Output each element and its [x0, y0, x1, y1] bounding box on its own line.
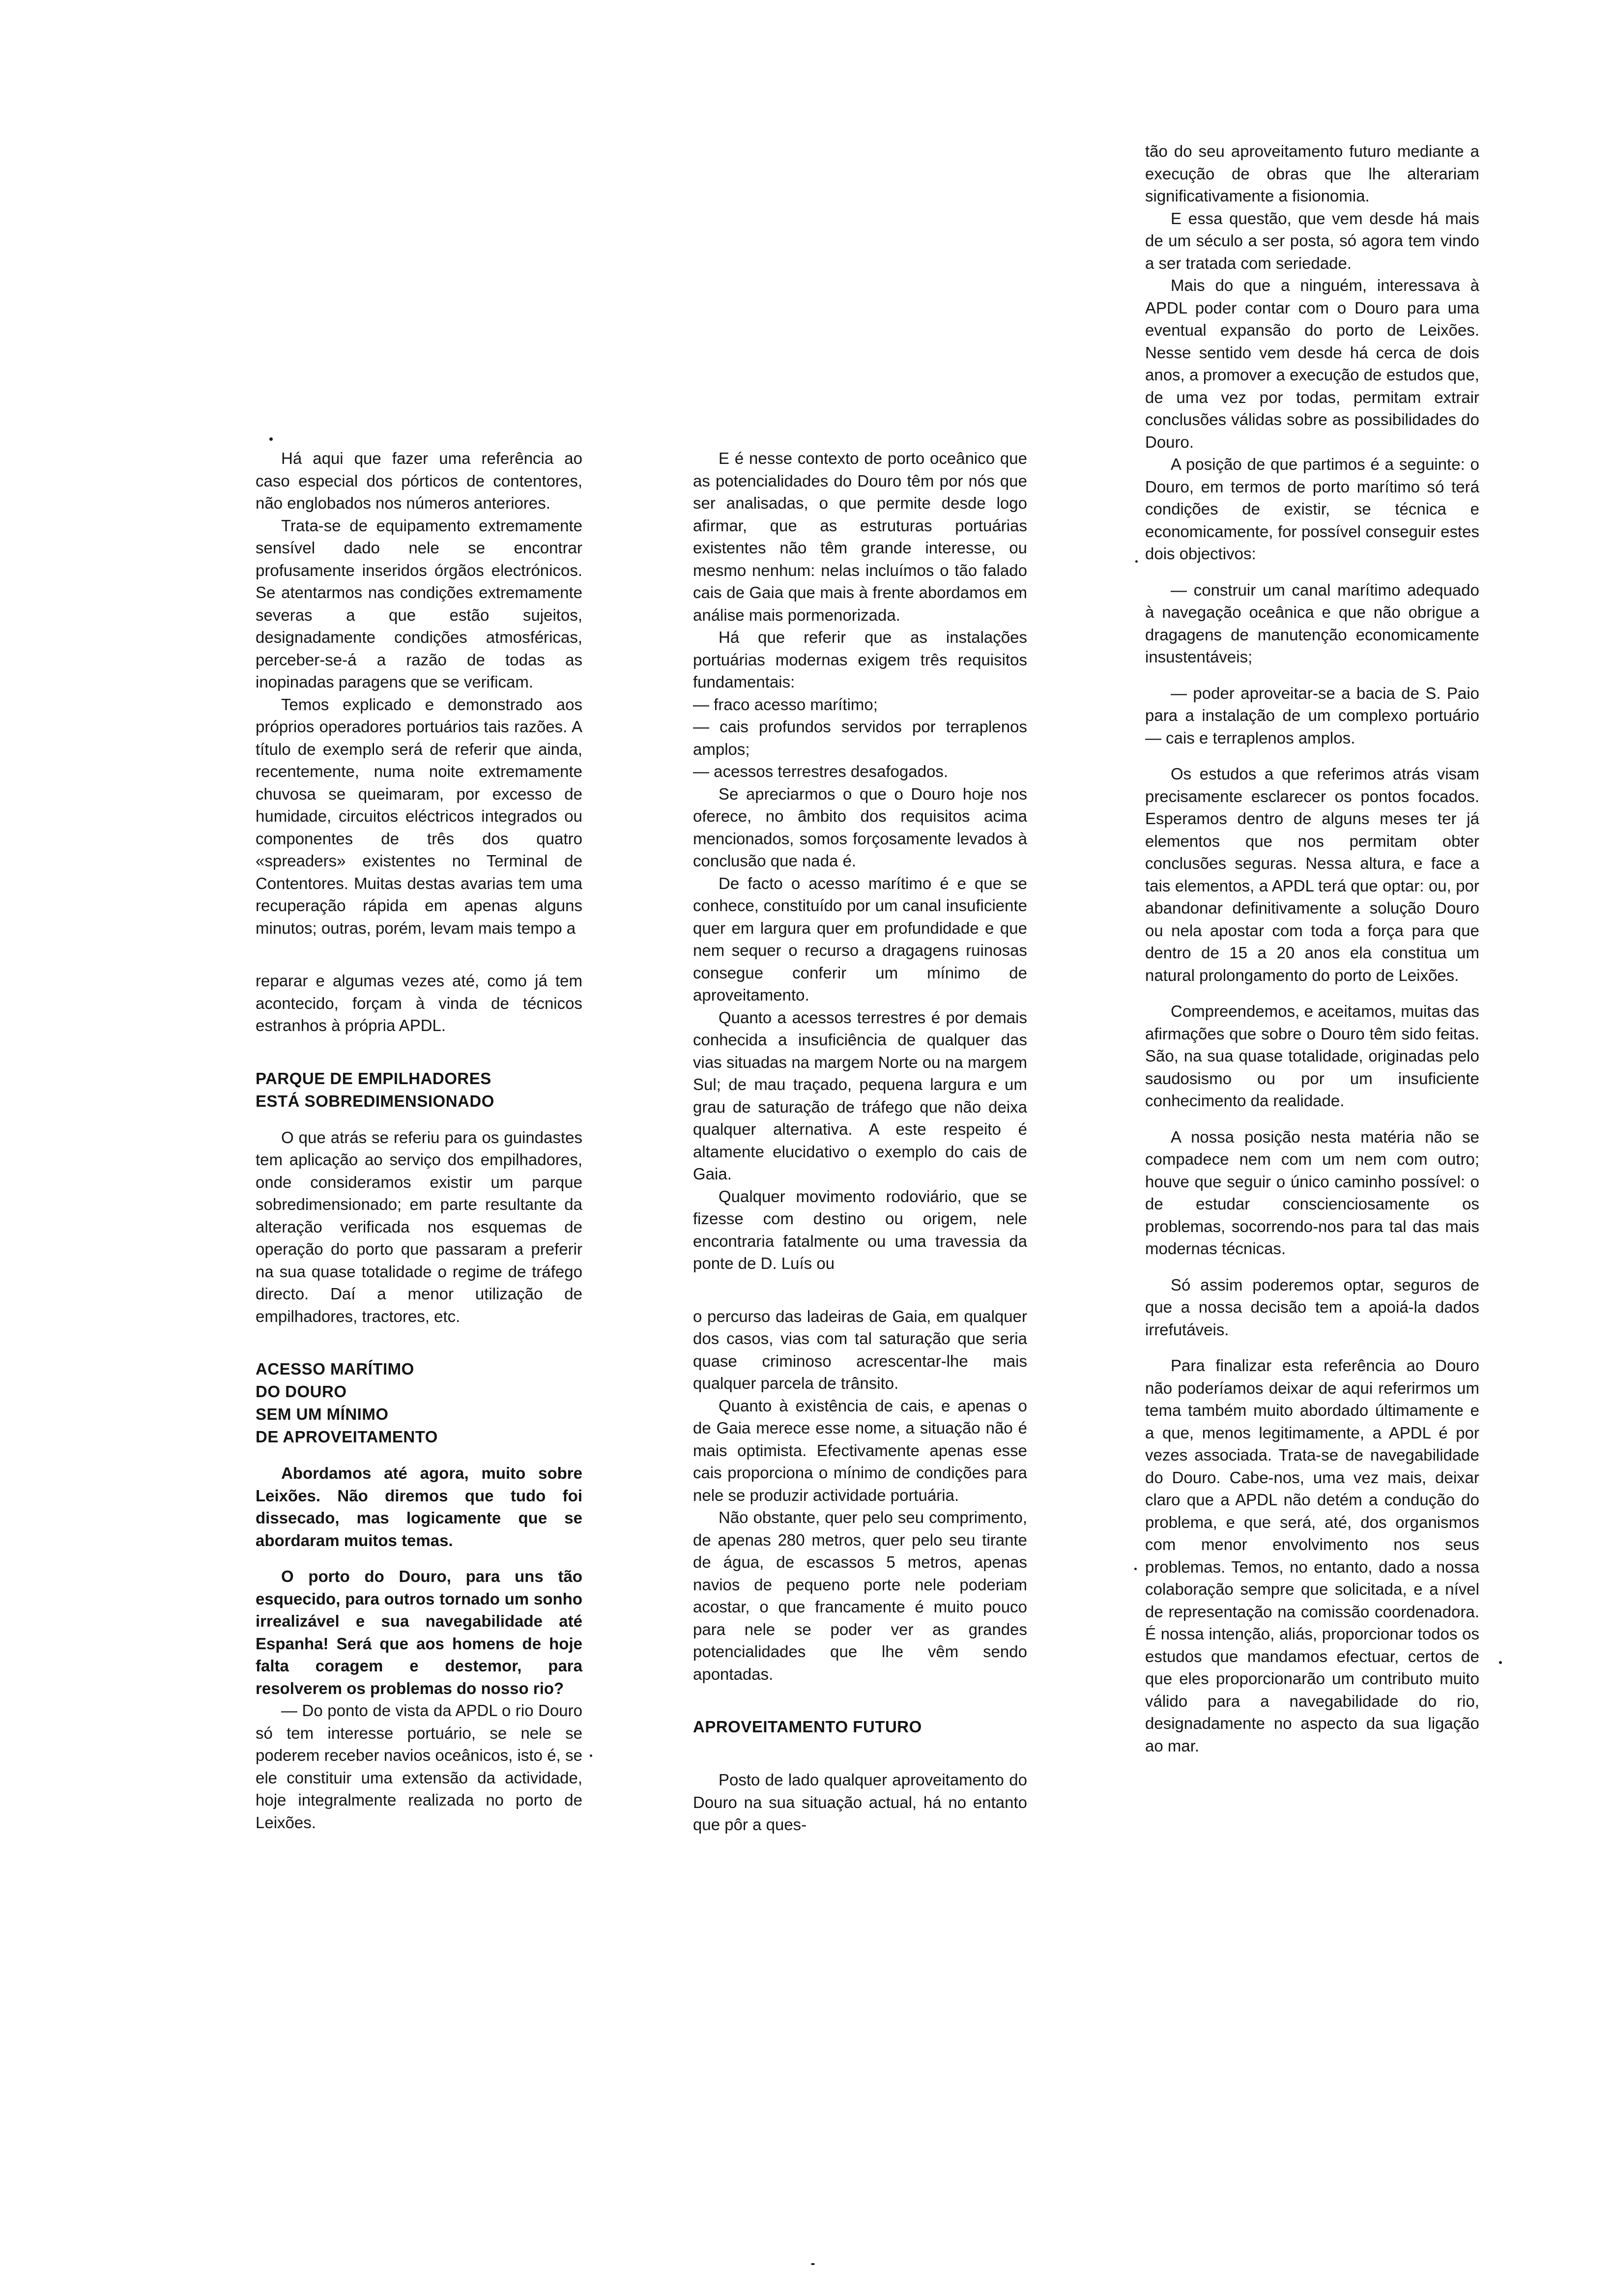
paragraph: O que atrás se referiu para os guindastes tem aplicação ao serviço dos empilhadores, onde consideramos existir um parque sobredimensionado; em parte resultante da alteração verificada nos esquemas de operação do porto que passaram a preferir na sua quase totalidade o regime de tráfego directo. Daí a menor utilização de empilhadores, tractores, etc.	[256, 1128, 582, 1325]
paragraph: Trata-se de equipamento extremamente sensível dado nele se encontrar profusamente inseridos órgãos electrónicos. Se atentarmos nas condições extremamente severas a que estão sujeitos, designadamente condições atmosféricas, perceber-se-á a razão de todas as inopinadas paragens que se verificam.	[256, 516, 582, 691]
paragraph: Quanto a acessos terrestres é por demais conhecida a insuficiência de qualquer das vias situadas na margem Norte ou na margem Sul; de mau traçado, pequena largura e um grau de saturação de tráfego que não deixa qualquer alternativa. A este respeito é altamente elucidativo o exemplo do cais de Gaia.	[693, 1008, 1027, 1183]
paragraph: Não obstante, quer pelo seu comprimento, de apenas 280 metros, quer pelo seu tirante de água, de escassos 5 metros, apenas navios de pequeno porte nele poderiam acostar, o que francamente é muito pouco para nele se poder ver as grandes potencialidades que lhe vêm sendo apontadas.	[693, 1508, 1027, 1683]
column-2	[693, 447, 1027, 1836]
column-3	[1145, 140, 1479, 1757]
list-item: — poder aproveitar-se a bacia de S. Paio para a instalação de um complexo portuário — cais e terraplenos amplos.	[1145, 684, 1479, 747]
paragraph: Se apreciarmos o que o Douro hoje nos oferece, no âmbito dos requisitos acima mencionados, somos forçosamente levados à conclusão que nada é.	[693, 784, 1027, 870]
paragraph: Quanto à existência de cais, e apenas o de Gaia merece esse nome, a situação não é mais optimista. Efectivamente apenas esse cais proporciona o mínimo de condições para nele se produzir actividade portuária.	[693, 1396, 1027, 1504]
list-item: — cais profundos servidos por terraplenos amplos;	[693, 718, 1027, 758]
paragraph: E é nesse contexto de porto oceânico que as potencialidades do Douro têm por nós que ser analisadas, o que permite desde logo afirmar, que as estruturas portuárias existentes não têm grande interesse, ou mesmo nenhum: nelas incluímos o tão falado cais de Gaia que mais à frente abordamos em análise mais pormenorizada.	[693, 449, 1027, 624]
paragraph: E essa questão, que vem desde há mais de um século a ser posta, só agora tem vindo a ser tratada com seriedade.	[1145, 209, 1479, 272]
scan-speck	[811, 2263, 815, 2265]
paragraph: Há que referir que as instalações portuárias modernas exigem três requisitos fundamentais:	[693, 628, 1027, 691]
section-heading-aproveitamento: APROVEITAMENTO FUTURO	[693, 1718, 922, 1736]
paragraph: A posição de que partimos é a seguinte: o Douro, em termos de porto marítimo só terá condições de existir, se técnica e economicamente, for possível conseguir estes dois objectivos:	[1145, 455, 1479, 563]
scan-speck	[1134, 1568, 1137, 1570]
paragraph: Posto de lado qualquer aproveitamento do Douro na sua situação actual, há no entanto que pôr a ques-	[693, 1771, 1027, 1834]
paragraph: Compreendemos, e aceitamos, muitas das afirmações que sobre o Douro têm sido feitas. São, na sua quase totalidade, originadas pelo saudosismo ou por um insuficiente conhecimento da realidade.	[1145, 1002, 1479, 1110]
paragraph: Para finalizar esta referência ao Douro não poderíamos deixar de aqui referirmos um tema também muito abordado últimamente e a que, menos legitimamente, a APDL é por vezes associada. Trata-se de navegabilidade do Douro. Cabe-nos, uma vez mais, deixar claro que a APDL não detém a condução do problema, e que será, até, dos organismos com menor envolvimento nos seus problemas. Temos, no entanto, dado a nossa colaboração sempre que solicitada, e a nível de representação na comissão coordenadora. É nossa intenção, aliás, proporcionar todos os estudos que mandamos efectuar, certos de que eles proporcionarão um contributo muito válido para a navegabilidade do rio, designadamente no aspecto da sua ligação ao mar.	[1145, 1356, 1479, 1755]
question-paragraph: Abordamos até agora, muito sobre Leixões. Não diremos que tudo foi dissecado, mas logicamente que se abordaram muitos temas.	[256, 1464, 582, 1550]
paragraph: De facto o acesso marítimo é e que se conhece, constituído por um canal insuficiente quer em largura quer em profundidade e que nem sequer o recurso a dragagens ruinosas consegue conferir um mínimo de aproveitamento.	[693, 874, 1027, 1004]
scan-speck	[1135, 560, 1138, 563]
section-heading-parque: PARQUE DE EMPILHADORES ESTÁ SOBREDIMENSIONADO	[256, 1069, 494, 1110]
paragraph: Mais do que a ninguém, interessava à APDL poder contar com o Douro para uma eventual expansão do porto de Leixões. Nesse sentido vem desde há cerca de dois anos, a promover a execução de estudos que, de uma vez por todas, permitam extrair conclusões válidas sobre as possibilidades do Douro.	[1145, 276, 1479, 451]
paragraph: Temos explicado e demonstrado aos próprios operadores portuários tais razões. A título de exemplo será de referir que ainda, recentemente, numa noite extremamente chuvosa se queimaram, por excesso de humidade, circuitos eléctricos integrados ou componentes de três dos quatro «spreaders» existentes no Terminal de Contentores. Muitas destas avarias tem uma recuperação rápida em apenas alguns minutos; outras, porém, levam mais tempo a	[256, 695, 582, 937]
paragraph: Só assim poderemos optar, seguros de que a nossa decisão tem a apoiá-la dados irrefutáveis.	[1145, 1275, 1479, 1339]
list-item: — fraco acesso marítimo;	[693, 695, 878, 714]
list-item: — construir um canal marítimo adequado à navegação oceânica e que não obrigue a dragagens de manutenção economicamente insustentáveis;	[1145, 580, 1479, 666]
interview-questions	[256, 1462, 582, 1699]
scan-speck	[1499, 1661, 1502, 1664]
list-item: — acessos terrestres desafogados.	[693, 762, 949, 780]
column-1	[256, 447, 582, 1834]
paragraph: o percurso das ladeiras de Gaia, em qualquer dos casos, vias com tal saturação que seria quase criminoso acrescentar-lhe mais qualquer parcela de trânsito.	[693, 1307, 1027, 1392]
paragraph: Os estudos a que referimos atrás visam precisamente esclarecer os pontos focados. Esperamos dentro de alguns meses ter já elementos que nos permitam obter conclusões seguras. Nessa altura, e face a tais elementos, a APDL terá que optar: ou, por abandonar definitivamente a solução Douro ou nela apostar com toda a força para que dentro de 15 a 20 anos ela constitua um natural prolongamento do porto de Leixões.	[1145, 765, 1479, 984]
paragraph: Há aqui que fazer uma referência ao caso especial dos pórticos de contentores, não englobados nos números anteriores.	[256, 449, 582, 512]
scan-speck	[590, 1754, 592, 1757]
paragraph: — Do ponto de vista da APDL o rio Douro só tem interesse portuário, se nele se poderem receber navios oceânicos, isto é, se ele constituir uma extensão da actividade, hoje integralmente realizada no porto de Leixões.	[256, 1701, 582, 1832]
question-paragraph: O porto do Douro, para uns tão esquecido, para outros tornado um sonho irrealizável e sua navegabilidade até Espanha! Será que aos homens de hoje falta coragem e destemor, para resolverem os problemas do nosso rio?	[256, 1567, 582, 1697]
paragraph: Qualquer movimento rodoviário, que se fizesse com destino ou origem, nele encontraria fatalmente ou uma travessia da ponte de D. Luís ou	[693, 1187, 1027, 1272]
paragraph: A nossa posição nesta matéria não se compadece nem com um nem com outro; houve que seguir o único caminho possível: o de estudar conscienciosamente os problemas, socorrendo-nos para tal das mais modernas técnicas.	[1145, 1127, 1479, 1258]
paragraph: tão do seu aproveitamento futuro mediante a execução de obras que lhe alterariam significativamente a fisionomia.	[1145, 142, 1479, 205]
section-heading-acesso: ACESSO MARÍTIMO DO DOURO SEM UM MÍNIMO DE APROVEITAMENTO	[256, 1360, 438, 1446]
paragraph: reparar e algumas vezes até, como já tem acontecido, forçam à vinda de técnicos estranhos à própria APDL.	[256, 972, 582, 1034]
scan-speck	[269, 437, 273, 441]
